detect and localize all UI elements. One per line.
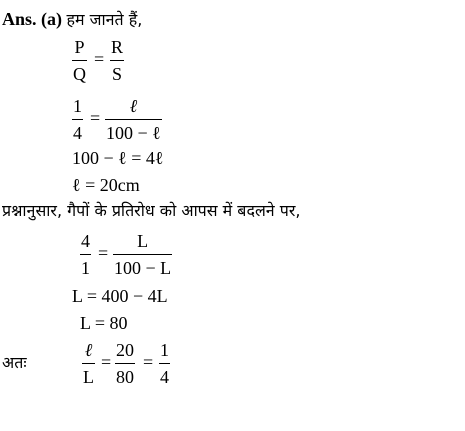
- equals-sign: =: [101, 352, 112, 372]
- equation-l-80: L = 80: [80, 313, 128, 333]
- equals-sign: =: [94, 49, 105, 69]
- fraction-numerator: L: [137, 231, 149, 251]
- equation-100-minus-l: 100 − ℓ = 4ℓ: [72, 148, 164, 168]
- fraction-numerator: 20: [116, 340, 134, 360]
- fraction-four-over-one: [80, 230, 91, 279]
- fraction-denominator: 80: [116, 367, 134, 387]
- fraction-numerator: ℓ: [84, 340, 93, 360]
- fraction-denominator: 4: [73, 123, 82, 143]
- equals-sign: =: [98, 243, 109, 263]
- equals-sign: =: [90, 108, 101, 128]
- fraction-numerator: P: [74, 37, 85, 57]
- final-label: अतः: [2, 353, 27, 372]
- fraction-denominator: 100 − ℓ: [106, 123, 161, 143]
- fraction-denominator: 100 − L: [114, 258, 172, 278]
- fraction-numerator: 1: [160, 340, 169, 360]
- fraction-bar: [105, 119, 162, 120]
- fraction-denominator: L: [83, 367, 94, 387]
- fraction-20-over-80: [115, 339, 135, 388]
- answer-heading: [2, 8, 142, 31]
- fraction-bar: [113, 254, 172, 255]
- fraction-denominator: Q: [73, 64, 86, 84]
- fraction-one-over-four: [72, 95, 83, 144]
- fraction-bar: [159, 363, 170, 364]
- fraction-denominator: S: [112, 64, 123, 84]
- fraction-numerator: 4: [81, 231, 90, 251]
- fraction-l-over-100-minus-l-cap: [113, 230, 172, 279]
- fraction-bar: [115, 363, 135, 364]
- fraction-l-over-L: [82, 339, 95, 388]
- fraction-l-over-100-minus-l: [105, 95, 162, 144]
- fraction-numerator: ℓ: [129, 96, 138, 116]
- fraction-bar: [72, 119, 83, 120]
- fraction-denominator: 4: [160, 367, 169, 387]
- equation-l-400: L = 400 − 4L: [72, 286, 168, 306]
- swap-statement: प्रश्नानुसार, गैपों के प्रतिरोध को आपस में बदलने पर,: [2, 201, 301, 220]
- fraction-1-over-4: [159, 339, 170, 388]
- fraction-bar: [110, 60, 124, 61]
- fraction-numerator: R: [111, 37, 124, 57]
- answer-intro: हम जानते हैं,: [66, 10, 143, 29]
- equals-sign: =: [143, 352, 154, 372]
- answer-label: Ans. (a): [2, 9, 63, 29]
- fraction-p-over-q: [72, 36, 87, 85]
- fraction-bar: [72, 60, 87, 61]
- fraction-r-over-s: [110, 36, 124, 85]
- fraction-bar: [80, 254, 91, 255]
- fraction-denominator: 1: [81, 258, 90, 278]
- fraction-bar: [82, 363, 95, 364]
- fraction-numerator: 1: [73, 96, 82, 116]
- equation-l-value: ℓ = 20cm: [72, 175, 140, 195]
